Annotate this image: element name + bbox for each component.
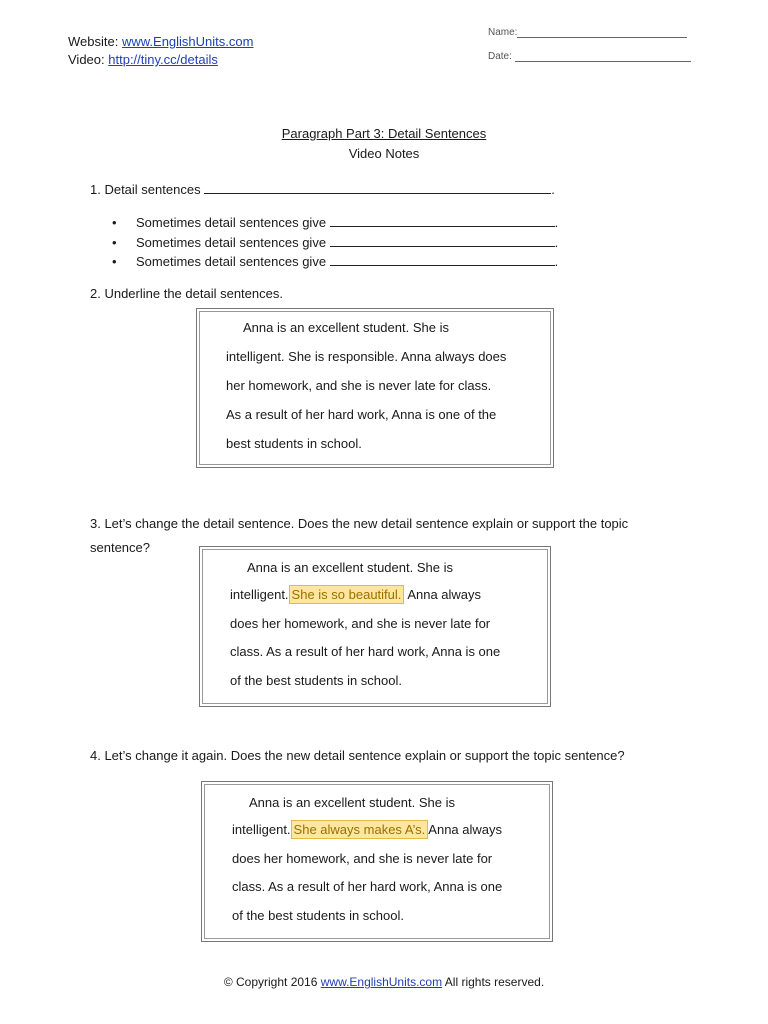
- date-field: [488, 51, 691, 62]
- bullet-item: • Sometimes detail sentences give .: [112, 254, 559, 269]
- paragraph-line: class. As a result of her hard work, Anna is one: [232, 879, 503, 894]
- highlighted-sentence: She is so beautiful.: [289, 585, 405, 604]
- bullet-icon: •: [112, 254, 117, 269]
- paragraph-line: intelligent. She is responsible. Anna always does: [226, 349, 507, 364]
- paragraph-line: Anna is an excellent student. She is: [243, 320, 449, 335]
- paragraph-box-3: [199, 546, 551, 707]
- paragraph-line: her homework, and she is never late for class.: [226, 378, 492, 393]
- name-blank: [517, 27, 687, 38]
- website-label: Website:: [68, 34, 119, 49]
- highlighted-sentence: She always makes A’s.: [291, 820, 429, 839]
- website-link[interactable]: www.EnglishUnits.com: [121, 34, 254, 49]
- question-3-label-line2: sentence?: [90, 540, 150, 555]
- name-label: Name:: [488, 27, 518, 38]
- video-label: Video:: [68, 52, 105, 67]
- footer-link[interactable]: www.EnglishUnits.com: [320, 975, 443, 989]
- bullet-icon: •: [112, 215, 117, 230]
- paragraph-line: Anna is an excellent student. She is: [247, 560, 453, 575]
- question-1-label: 1. Detail sentences: [90, 182, 201, 197]
- paragraph-line: Anna is an excellent student. She is: [249, 795, 455, 810]
- line-text: Anna always: [407, 587, 482, 602]
- question-1-blank: [204, 181, 551, 194]
- line-text: intelligent.: [230, 587, 289, 602]
- bullet-text: Sometimes detail sentences give: [136, 254, 327, 269]
- line-text: Anna always: [428, 822, 503, 837]
- paragraph-line: [232, 822, 502, 837]
- video-link[interactable]: http://tiny.cc/details: [108, 52, 218, 67]
- bullet-item: • Sometimes detail sentences give .: [112, 215, 559, 230]
- bullet-text: Sometimes detail sentences give: [136, 215, 327, 230]
- paragraph-line: [230, 587, 481, 602]
- date-label: Date:: [488, 51, 512, 62]
- bullet-icon: •: [112, 235, 117, 250]
- footer-copyright: © Copyright 2016: [223, 975, 318, 989]
- video-line: [68, 52, 218, 67]
- date-blank: [515, 51, 691, 62]
- line-text: intelligent.: [232, 822, 291, 837]
- bullet-blank: [330, 253, 555, 266]
- question-2-label: 2. Underline the detail sentences.: [90, 286, 283, 301]
- page-subtitle: Video Notes: [348, 146, 420, 161]
- paragraph-box-4: [201, 781, 553, 942]
- website-line: [68, 34, 253, 49]
- page-title: Paragraph Part 3: Detail Sentences: [281, 126, 487, 141]
- paragraph-line: does her homework, and she is never late for: [230, 616, 491, 631]
- footer-rights: All rights reserved.: [444, 975, 545, 989]
- question-3-label-line1: 3. Let’s change the detail sentence. Does the new detail sentence explain or support the topic: [90, 516, 629, 531]
- paragraph-line: of the best students in school.: [230, 673, 402, 688]
- name-field: [488, 27, 687, 38]
- paragraph-line: of the best students in school.: [232, 908, 404, 923]
- bullet-text: Sometimes detail sentences give: [136, 235, 327, 250]
- paragraph-line: class. As a result of her hard work, Anna is one: [230, 644, 501, 659]
- paragraph-line: As a result of her hard work, Anna is one of the: [226, 407, 497, 422]
- paragraph-box-2: [196, 308, 554, 468]
- question-1: 1. Detail sentences .: [90, 182, 555, 197]
- bullet-blank: [330, 214, 555, 227]
- bullet-item: • Sometimes detail sentences give .: [112, 235, 559, 250]
- bullet-blank: [330, 234, 555, 247]
- question-4-label: 4. Let’s change it again. Does the new detail sentence explain or support the topic sentence?: [90, 748, 625, 763]
- footer: [0, 975, 768, 989]
- paragraph-line: best students in school.: [226, 436, 362, 451]
- paragraph-line: does her homework, and she is never late for: [232, 851, 493, 866]
